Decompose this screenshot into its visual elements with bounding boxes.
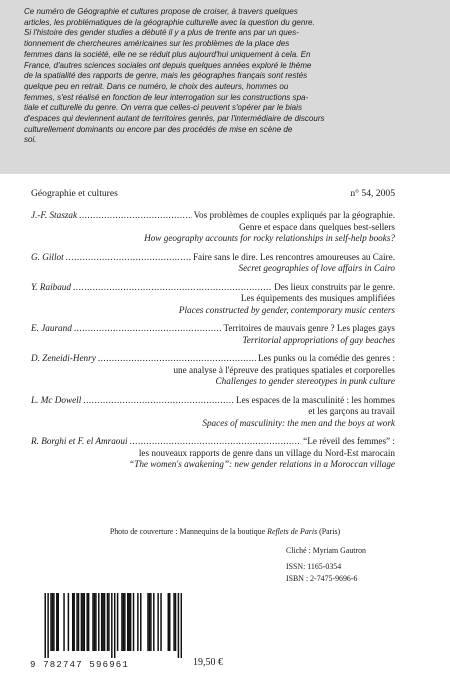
barcode-bar	[147, 593, 148, 651]
intro-line: France, d'autres sciences sociales ont depuis quelques années exploré le thème	[24, 60, 312, 70]
barcode-bar	[175, 593, 176, 651]
barcode-bar	[102, 593, 103, 651]
barcode-bar	[104, 593, 105, 651]
toc-english-title: Territorial appropriations of gay beaches	[242, 334, 395, 345]
barcode-bar	[173, 593, 174, 651]
barcode-bar	[181, 593, 182, 658]
intro-line: Ce numéro de Géographie et cultures propose de croiser, à travers quelques	[24, 7, 298, 16]
toc-entry	[31, 252, 395, 275]
toc-english-title: Secret geographies of love affairs in Cairo	[238, 263, 395, 273]
barcode-bar	[53, 593, 54, 651]
barcode-bar	[76, 593, 77, 651]
leader-dots	[73, 282, 272, 294]
barcode-bar	[84, 593, 85, 651]
barcode-bar	[63, 593, 64, 651]
intro-text	[24, 7, 430, 146]
barcode-bar	[56, 593, 57, 651]
issue-number: n° 54, 2005	[350, 188, 395, 199]
toc-english-title: Challenges to gender stereotypes in punk culture	[215, 376, 395, 386]
intro-line: quelque peu en retrait. Dans ce numéro, le choix des auteurs, hommes ou	[24, 81, 289, 91]
toc-entry-first-line	[31, 282, 395, 294]
toc-title-continued: une analyse à l'épreuve des pratiques spatiales et corporelles	[173, 364, 395, 375]
barcode-bar	[178, 593, 179, 658]
barcode-bar	[52, 593, 53, 651]
barcode-bar	[68, 593, 69, 651]
barcode-digits: 9 782747 596961	[30, 660, 130, 670]
barcode-bar	[72, 593, 73, 651]
barcode-bar	[114, 593, 115, 658]
toc-english-title: Spaces of masculinity: the men and the boys at work	[202, 417, 395, 428]
intro-line: femmes dans la société, elle ne se réduit plus aujourd'hui uniquement à cela. En	[24, 49, 311, 59]
intro-line: femmes, s'est réalisé en fonction de leur interrogation sur les constructions spa-	[24, 92, 309, 102]
toc-title: Les espaces de la masculinité : les hommes	[236, 394, 395, 405]
cover-credit-prefix: Photo de couverture : Mannequins de la boutique	[109, 527, 268, 536]
intro-line: soi.	[24, 135, 37, 145]
toc-entry	[31, 282, 395, 317]
barcode-bar	[92, 593, 93, 651]
toc-english-title: Places constructed by gender, contemporary music centers	[178, 304, 395, 315]
barcode-bar	[160, 593, 161, 651]
toc-title-continued: Genre et espace dans quelques best-sellers	[239, 221, 395, 232]
photo-credit: Cliché : Myriam Gautron	[286, 546, 366, 555]
toc-title: Faire sans le dire. Les rencontres amoureuses au Caire.	[192, 251, 395, 262]
barcode-bar	[157, 593, 158, 651]
barcode-bar	[44, 593, 45, 658]
intro-line: Si l'histoire des gender studies a débuté il y a plus de trente ans par un ques-	[24, 28, 299, 38]
barcode-bar	[101, 593, 102, 651]
barcode-bar	[98, 593, 99, 651]
toc-title-continued: et les garçons au travail	[308, 406, 395, 416]
leader-dots	[66, 252, 191, 264]
toc-title: “Le réveil des femmes” :	[303, 436, 395, 446]
barcode-bar	[50, 593, 51, 651]
toc-entry-first-line	[31, 436, 395, 448]
toc-author: G. Gillot	[31, 251, 64, 262]
cover-credit-shop: Reflets de Paris	[267, 527, 318, 536]
leader-dots	[74, 323, 222, 335]
leader-dots	[130, 436, 302, 448]
leader-dots	[79, 210, 192, 222]
toc-entry	[31, 395, 395, 430]
barcode-bar	[94, 593, 95, 651]
intro-block	[0, 0, 450, 174]
barcode-bar	[111, 593, 112, 658]
barcode-bar	[81, 593, 82, 651]
leader-dots	[83, 395, 234, 407]
barcode-bar	[88, 593, 89, 651]
barcode	[30, 593, 182, 658]
toc-author: E. Jaurand	[31, 323, 72, 333]
toc-entry-first-line	[31, 395, 395, 407]
toc-title: Vos problèmes de couples expliqués par la géographie.	[193, 210, 395, 220]
toc-author: J.-F. Staszak	[31, 210, 78, 220]
toc-entry-first-line	[31, 323, 395, 335]
toc-author: L. Mc Dowell	[31, 394, 82, 405]
table-of-contents	[31, 210, 395, 478]
price: 19,50 €	[193, 657, 223, 668]
barcode-bar	[78, 593, 79, 651]
toc-entry-first-line	[31, 252, 395, 264]
barcode-bar	[124, 593, 125, 651]
toc-title: Les punks ou la comédie des genres :	[257, 353, 395, 363]
barcode-bar	[117, 593, 118, 651]
intro-line: de la spatialité des rapports de genre, mais les géographes français sont restés	[24, 71, 308, 81]
barcode-bar	[107, 593, 108, 651]
intro-line: d'espaces qui deviennent autant de territoires genrés, par l'intermédiaire de discours	[24, 114, 325, 124]
barcode-bar	[153, 593, 154, 651]
toc-entry-first-line	[31, 210, 395, 222]
issn: ISSN: 1165-0354	[286, 562, 342, 571]
cover-credit	[0, 527, 450, 536]
barcode-bar	[128, 593, 129, 651]
barcode-bar	[137, 593, 138, 651]
toc-title-continued: Les équipements des musiques amplifiées	[240, 293, 395, 303]
barcode-bar	[169, 593, 170, 651]
toc-author: D. Zeneidi-Henry	[31, 353, 96, 363]
intro-line: tionnement de chercheures américaines sur les problèmes de la place des	[24, 39, 290, 49]
barcode-bar	[95, 593, 96, 651]
barcode-bar	[168, 593, 169, 651]
barcode-bar	[123, 593, 124, 651]
toc-english-title: “The women's awakening”: new gender relations in a Moroccan village	[129, 459, 395, 469]
barcode-bar	[73, 593, 74, 651]
toc-entry-first-line	[31, 353, 395, 365]
toc-entry	[31, 323, 395, 346]
barcode-bar	[127, 593, 128, 651]
toc-entry	[31, 353, 395, 388]
intro-line: articles, les problématiques de la géographie culturelle avec la question du genre.	[24, 17, 315, 27]
barcode-bar	[121, 593, 122, 651]
barcode-bar	[86, 593, 87, 651]
journal-title: Géographie et cultures	[31, 188, 118, 199]
intro-line: culturellement dominants ou encore par des procédés de mise en scène de	[24, 124, 293, 134]
toc-author: R. Borghi et F. el Amraoui	[31, 436, 128, 446]
barcode-bar	[82, 593, 83, 651]
barcode-bar	[133, 593, 134, 651]
leader-dots	[98, 353, 256, 365]
toc-title-continued: les nouveaux rapports de genre dans un village du Nord-Est marocain	[138, 447, 395, 458]
barcode-bar	[58, 593, 59, 651]
toc-title: Des lieux construits par le genre.	[274, 281, 395, 292]
cover-credit-suffix: (Paris)	[317, 527, 341, 536]
barcode-bar	[150, 593, 151, 651]
barcode-bar	[149, 593, 150, 651]
toc-entry	[31, 210, 395, 245]
intro-line: tiale et culturelle du genre. On verra que celles-ci peuvent s'opérer par le biais	[24, 103, 302, 113]
isbn: ISBN : 2-7475-9696-6	[286, 574, 358, 583]
toc-english-title: How geography accounts for rocky relationships in self-help books?	[144, 233, 395, 243]
barcode-bar	[140, 593, 141, 651]
toc-entry	[31, 436, 395, 471]
barcode-bar	[108, 593, 109, 651]
barcode-bar	[130, 593, 131, 651]
barcode-bar	[47, 593, 48, 658]
toc-title: Territoires de mauvais genre ? Les plages gays	[223, 323, 395, 333]
toc-author: Y. Raibaud	[31, 281, 71, 292]
